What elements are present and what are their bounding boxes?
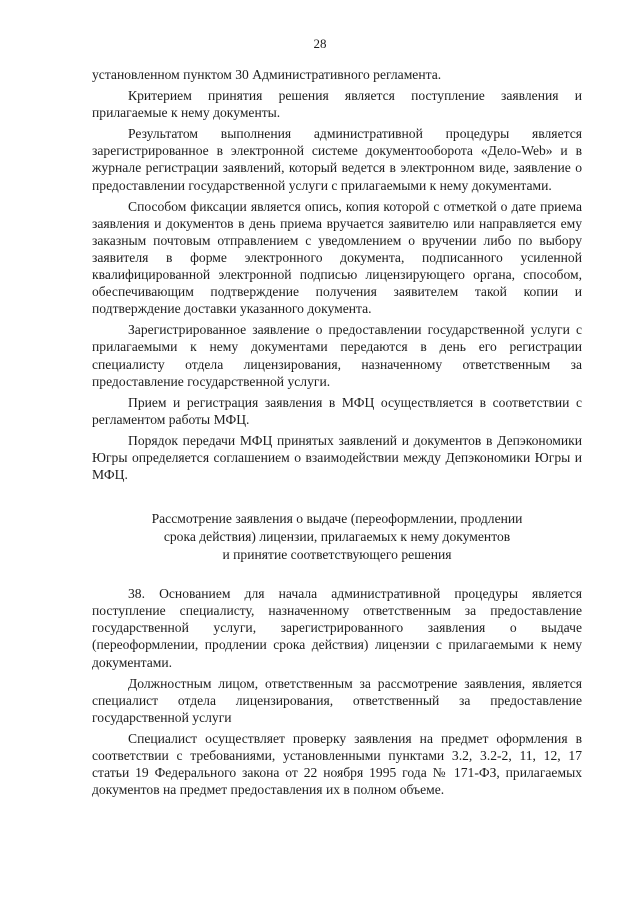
section-heading-line: Рассмотрение заявления о выдаче (переоформлении, продлении (151, 511, 523, 527)
paragraph: Способом фиксации является опись, копия которой с отметкой о дате приема заявления и документов в день приема вручается заявителю или направляется ему заказным почтовым отправлением с уведомлением о вручении либо по выбору заявителя в форме электронного документа, подписанного усиленной квалифицированной электронной подписью лицензирующего органа, способом, обеспечивающим подтверждение получения заявителем такой копии и подтверждение доставки указанного документа. (92, 198, 582, 317)
paragraph: установленном пунктом 30 Административного регламента. (92, 67, 442, 82)
paragraph: 38. Основанием для начала административной процедуры является поступление специалисту, назначенному ответственным за предоставление государственной услуги, зарегистрированного заявления о выдаче (переоформлении, продлении срока действия) лицензии с прилагаемыми к нему документами. (92, 586, 582, 670)
document-body (92, 66, 582, 802)
section-heading-line: срока действия) лицензии, прилагаемых к нему документов (163, 529, 511, 545)
paragraph: Порядок передачи МФЦ принятых заявлений и документов в Депэкономики Югры определяется соглашением о взаимодействии между Депэкономики Югры и МФЦ. (92, 432, 582, 483)
paragraph: Специалист осуществляет проверку заявления на предмет оформления в соответствии с требованиями, установленными пунктами 3.2, 3.2-2, 11, 12, 17 статьи 19 Федерального закона от 22 ноября 1995 года № 171-ФЗ, прилагаемых документов на предмет предоставления их в полном объеме. (92, 730, 582, 798)
section-heading-line: и принятие соответствующего решения (222, 547, 452, 563)
paragraph: Результатом выполнения административной процедуры является зарегистрированное в электронной системе документооборота «Дело-Web» и в журнале регистрации заявлений, который ведется в электронном виде, заявление о предоставлении государственной услуги с прилагаемыми к нему документами. (92, 126, 582, 193)
paragraph: Должностным лицом, ответственным за рассмотрение заявления, является специалист отдела лицензирования, ответственный за предоставление государственной услуги (92, 675, 582, 725)
paragraph: Прием и регистрация заявления в МФЦ осуществляется в соответствии с регламентом работы МФЦ. (92, 394, 582, 427)
paragraph: Критерием принятия решения является поступление заявления и прилагаемые к нему документы. (92, 88, 582, 121)
page-number: 28 (313, 36, 327, 51)
paragraph: Зарегистрированное заявление о предоставлении государственной услуги с прилагаемыми к нему документами передаются в день его регистрации специалисту отдела лицензирования, назначенному ответственным за предоставление государственной услуги. (92, 322, 582, 389)
section-heading (92, 487, 582, 585)
